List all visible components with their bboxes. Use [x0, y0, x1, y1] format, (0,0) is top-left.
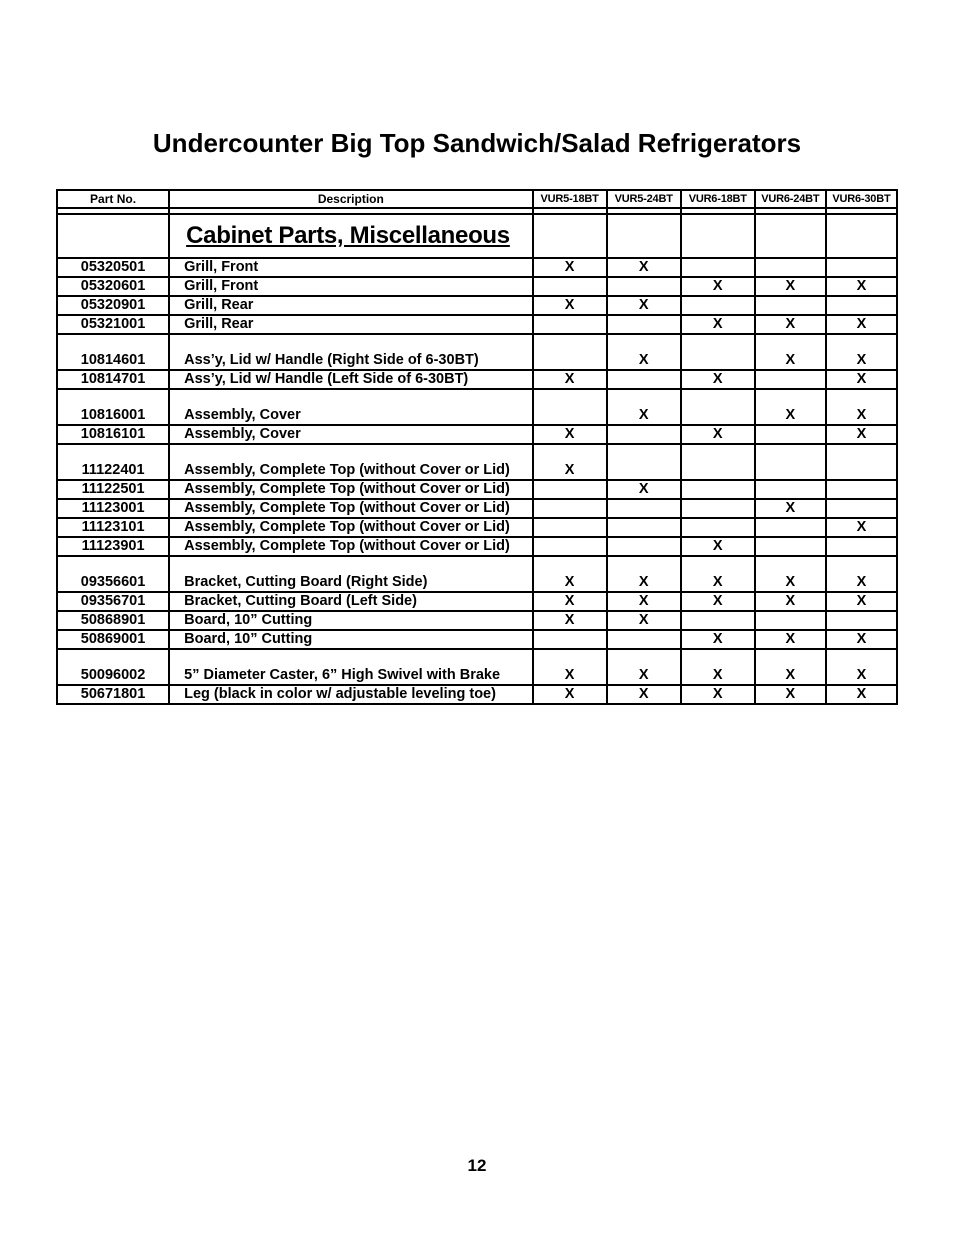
description-cell: Board, 10” Cutting — [169, 611, 532, 630]
model-mark-cell — [681, 258, 755, 277]
description-cell: Ass’y, Lid w/ Handle (Right Side of 6-30BT) — [169, 334, 532, 370]
model-mark-cell — [826, 258, 897, 277]
model-mark-cell — [826, 537, 897, 556]
model-mark-cell: X — [755, 592, 826, 611]
model-mark-cell: X — [826, 334, 897, 370]
part-number-cell: 05320601 — [57, 277, 169, 296]
part-number-cell: 10816101 — [57, 425, 169, 444]
model-mark-cell: X — [533, 258, 607, 277]
model-mark-cell: X — [826, 425, 897, 444]
table-row — [57, 537, 897, 556]
part-number-cell: 50096002 — [57, 649, 169, 685]
model-mark-cell — [533, 277, 607, 296]
model-mark-cell — [755, 444, 826, 480]
model-mark-cell: X — [607, 296, 681, 315]
model-mark-cell — [533, 537, 607, 556]
description-cell: Assembly, Complete Top (without Cover or Lid) — [169, 518, 532, 537]
model-mark-cell — [681, 444, 755, 480]
model-mark-cell: X — [533, 296, 607, 315]
part-number-cell: 11123901 — [57, 537, 169, 556]
description-cell: 5” Diameter Caster, 6” High Swivel with Brake — [169, 649, 532, 685]
description-cell: Ass’y, Lid w/ Handle (Left Side of 6-30BT) — [169, 370, 532, 389]
part-number-cell: 10814701 — [57, 370, 169, 389]
model-mark-cell: X — [681, 315, 755, 334]
model-mark-cell — [533, 315, 607, 334]
model-mark-cell — [755, 425, 826, 444]
description-cell: Grill, Front — [169, 258, 532, 277]
model-mark-cell: X — [533, 685, 607, 704]
part-number-cell: 11122401 — [57, 444, 169, 480]
table-row — [57, 480, 897, 499]
model-mark-cell: X — [826, 630, 897, 649]
page-number: 12 — [467, 1156, 487, 1175]
model-mark-cell — [607, 277, 681, 296]
header-model: VUR6-18BT — [681, 190, 755, 208]
part-number-cell: 10816001 — [57, 389, 169, 425]
header-model: VUR6-24BT — [755, 190, 826, 208]
model-mark-cell — [755, 370, 826, 389]
header-part-no: Part No. — [57, 190, 169, 208]
table-row — [57, 444, 897, 480]
description-cell: Assembly, Cover — [169, 389, 532, 425]
part-number-cell: 11123001 — [57, 499, 169, 518]
model-mark-cell — [607, 537, 681, 556]
page-title: Undercounter Big Top Sandwich/Salad Refrigerators — [152, 128, 802, 158]
description-cell: Leg (black in color w/ adjustable leveling toe) — [169, 685, 532, 704]
description-cell: Bracket, Cutting Board (Right Side) — [169, 556, 532, 592]
model-mark-cell — [533, 389, 607, 425]
model-mark-cell: X — [826, 315, 897, 334]
table-row — [57, 389, 897, 425]
part-number-cell: 05320501 — [57, 258, 169, 277]
model-mark-cell — [755, 518, 826, 537]
table-row — [57, 518, 897, 537]
header-description: Description — [169, 190, 532, 208]
model-mark-cell — [826, 480, 897, 499]
model-mark-cell — [607, 370, 681, 389]
part-number-cell: 09356601 — [57, 556, 169, 592]
header-model: VUR5-24BT — [607, 190, 681, 208]
model-mark-cell: X — [607, 556, 681, 592]
model-mark-cell: X — [826, 649, 897, 685]
model-mark-cell: X — [681, 370, 755, 389]
section-title: Cabinet Parts, Miscellaneous — [186, 222, 510, 249]
model-mark-cell — [681, 480, 755, 499]
model-mark-cell: X — [607, 611, 681, 630]
model-mark-cell: X — [755, 630, 826, 649]
part-number-cell: 50869001 — [57, 630, 169, 649]
table-row — [57, 499, 897, 518]
model-mark-cell: X — [607, 258, 681, 277]
table-row — [57, 685, 897, 704]
table-row — [57, 370, 897, 389]
description-cell: Assembly, Complete Top (without Cover or Lid) — [169, 537, 532, 556]
model-mark-cell: X — [826, 370, 897, 389]
model-mark-cell — [533, 518, 607, 537]
model-mark-cell: X — [533, 556, 607, 592]
model-mark-cell: X — [681, 592, 755, 611]
model-mark-cell — [826, 296, 897, 315]
model-mark-cell: X — [755, 499, 826, 518]
model-mark-cell: X — [826, 518, 897, 537]
model-mark-cell — [607, 444, 681, 480]
model-mark-cell — [681, 518, 755, 537]
table-row — [57, 556, 897, 592]
model-mark-cell: X — [607, 480, 681, 499]
model-mark-cell: X — [755, 277, 826, 296]
model-mark-cell — [826, 611, 897, 630]
model-mark-cell: X — [533, 611, 607, 630]
model-mark-cell — [755, 296, 826, 315]
model-mark-cell: X — [533, 370, 607, 389]
model-mark-cell: X — [681, 685, 755, 704]
model-mark-cell — [607, 425, 681, 444]
table-row — [57, 334, 897, 370]
model-mark-cell: X — [533, 444, 607, 480]
model-mark-cell: X — [681, 556, 755, 592]
model-mark-cell — [533, 499, 607, 518]
model-mark-cell — [681, 499, 755, 518]
table-header-row — [57, 190, 897, 208]
model-mark-cell: X — [826, 389, 897, 425]
model-mark-cell: X — [681, 630, 755, 649]
model-mark-cell — [755, 258, 826, 277]
model-mark-cell: X — [755, 649, 826, 685]
table-row — [57, 315, 897, 334]
description-cell: Bracket, Cutting Board (Left Side) — [169, 592, 532, 611]
part-number-cell: 09356701 — [57, 592, 169, 611]
model-mark-cell: X — [826, 277, 897, 296]
model-mark-cell — [755, 480, 826, 499]
table-row — [57, 630, 897, 649]
table-row — [57, 296, 897, 315]
model-mark-cell: X — [755, 389, 826, 425]
model-mark-cell — [755, 611, 826, 630]
part-number-cell: 10814601 — [57, 334, 169, 370]
table-row — [57, 649, 897, 685]
model-mark-cell: X — [681, 277, 755, 296]
section-header-row — [57, 214, 897, 258]
model-mark-cell — [681, 389, 755, 425]
description-cell: Assembly, Complete Top (without Cover or Lid) — [169, 499, 532, 518]
part-number-cell: 11122501 — [57, 480, 169, 499]
model-mark-cell: X — [607, 592, 681, 611]
model-mark-cell — [607, 315, 681, 334]
table-row — [57, 258, 897, 277]
model-mark-cell: X — [826, 592, 897, 611]
description-cell: Assembly, Complete Top (without Cover or Lid) — [169, 480, 532, 499]
model-mark-cell — [755, 537, 826, 556]
part-number-cell: 05320901 — [57, 296, 169, 315]
model-mark-cell: X — [681, 649, 755, 685]
description-cell: Board, 10” Cutting — [169, 630, 532, 649]
model-mark-cell: X — [607, 334, 681, 370]
model-mark-cell — [533, 480, 607, 499]
model-mark-cell: X — [826, 556, 897, 592]
description-cell: Grill, Rear — [169, 315, 532, 334]
model-mark-cell: X — [533, 649, 607, 685]
model-mark-cell: X — [681, 425, 755, 444]
model-mark-cell — [533, 334, 607, 370]
model-mark-cell — [533, 630, 607, 649]
model-mark-cell — [826, 499, 897, 518]
model-mark-cell — [607, 630, 681, 649]
model-mark-cell: X — [755, 334, 826, 370]
model-mark-cell — [826, 444, 897, 480]
table-row — [57, 611, 897, 630]
header-model: VUR5-18BT — [533, 190, 607, 208]
model-mark-cell: X — [607, 389, 681, 425]
description-cell: Assembly, Complete Top (without Cover or Lid) — [169, 444, 532, 480]
description-cell: Grill, Front — [169, 277, 532, 296]
model-mark-cell — [607, 518, 681, 537]
model-mark-cell — [681, 611, 755, 630]
parts-table — [56, 189, 898, 705]
model-mark-cell: X — [533, 592, 607, 611]
model-mark-cell: X — [607, 649, 681, 685]
table-row — [57, 592, 897, 611]
model-mark-cell — [607, 499, 681, 518]
table-row — [57, 277, 897, 296]
description-cell: Assembly, Cover — [169, 425, 532, 444]
model-mark-cell — [681, 296, 755, 315]
model-mark-cell: X — [681, 537, 755, 556]
model-mark-cell: X — [755, 685, 826, 704]
part-number-cell: 05321001 — [57, 315, 169, 334]
model-mark-cell: X — [533, 425, 607, 444]
model-mark-cell: X — [755, 315, 826, 334]
description-cell: Grill, Rear — [169, 296, 532, 315]
model-mark-cell: X — [607, 685, 681, 704]
model-mark-cell — [681, 334, 755, 370]
header-model: VUR6-30BT — [826, 190, 897, 208]
model-mark-cell: X — [826, 685, 897, 704]
model-mark-cell: X — [755, 556, 826, 592]
table-row — [57, 425, 897, 444]
part-number-cell: 11123101 — [57, 518, 169, 537]
part-number-cell: 50671801 — [57, 685, 169, 704]
part-number-cell: 50868901 — [57, 611, 169, 630]
